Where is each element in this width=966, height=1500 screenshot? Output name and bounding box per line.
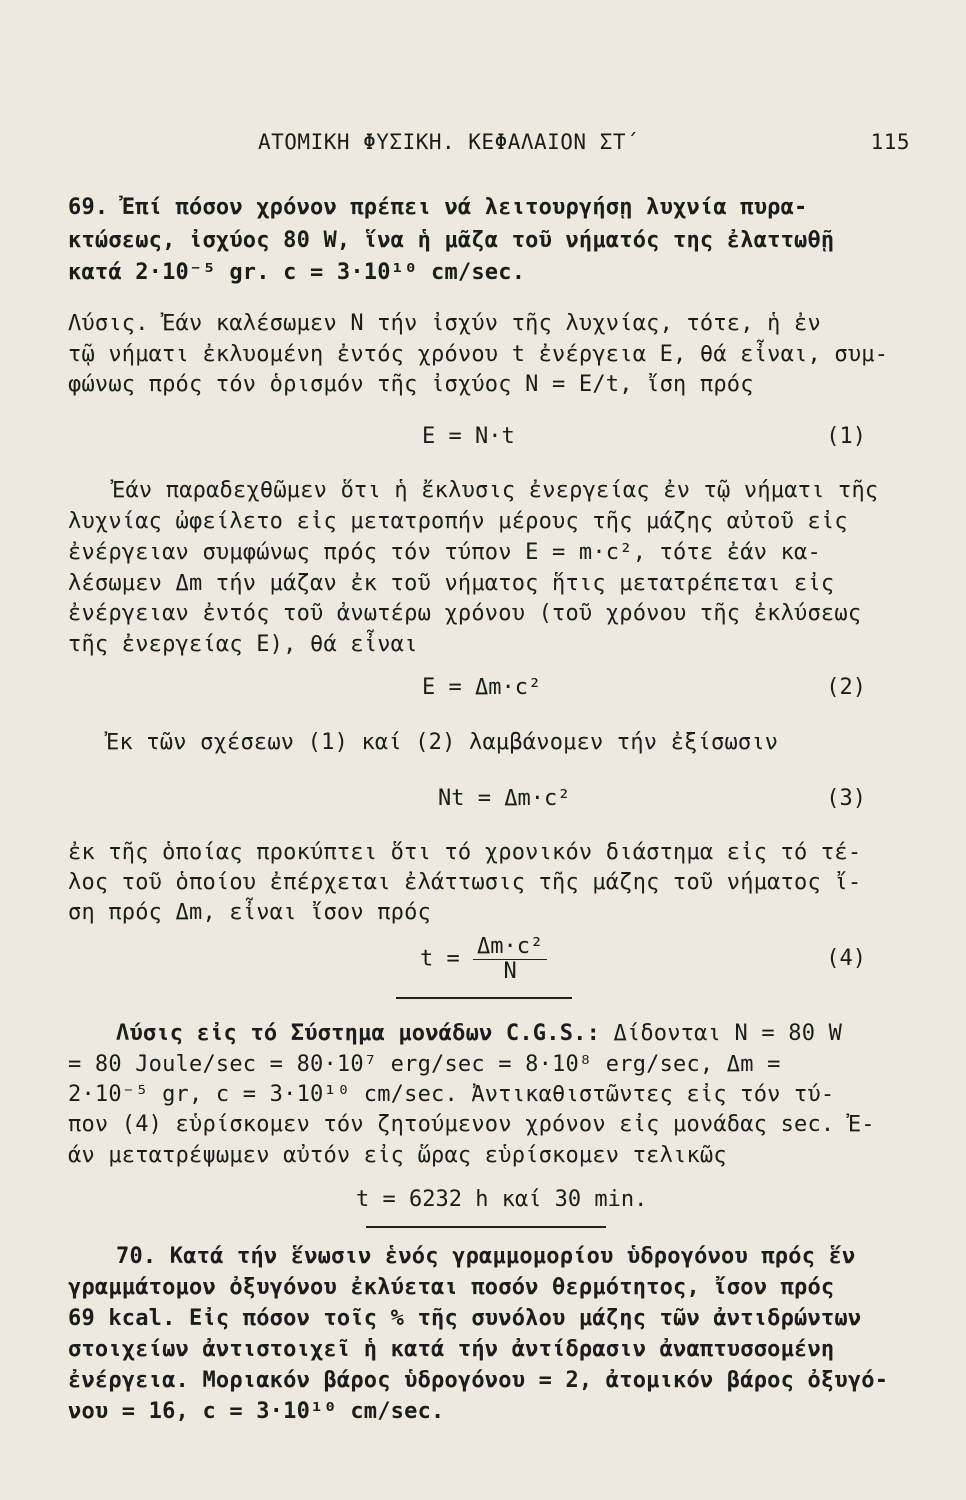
paragraph-2-line-3: ἐνέργειαν συμφώνως πρός τόν τύπον E = m·c², τότε ἐάν κα- [68,540,821,565]
paragraph-2-line-5: ἐνέργειαν ἐντός τοῦ ἀνωτέρω χρόνου (τοῦ χρόνου τῆς ἐκλύσεως [68,601,862,626]
problem-69-line-2: κτώσεως, ἰσχύος 80 W, ἵνα ἡ μᾶζα τοῦ νήματός της ἐλαττωθῇ [68,228,835,253]
paragraph-2-line-6: τῆς ἐνεργείας E), θά εἶναι [68,632,418,657]
equation-3-number: (3) [826,786,866,811]
cgs-line-2: = 80 Joule/sec = 80·10⁷ erg/sec = 8·10⁸ erg/sec, Δm = [68,1052,781,1077]
equation-2: E = Δm·c² [422,675,542,700]
problem-70-line-5: ἐνέργεια. Μοριακόν βάρος ὑδρογόνου = 2, ἀτομικόν βάρος ὀξυγό- [68,1368,889,1393]
equation-4-fraction [473,935,547,984]
paragraph-4-line-3: ση πρός Δm, εἶναι ἴσον πρός [68,900,432,925]
equation-4-numerator: Δm·c² [473,935,547,960]
paragraph-4-line-1: ἐκ τῆς ὁποίας προκύπτει ὅτι τό χρονικόν διάστημα εἰς τό τέ- [68,840,862,865]
problem-70-line-3: 69 kcal. Εἰς πόσον τοῖς % τῆς συνόλου μάζης τῶν ἀντιδρώντων [68,1306,862,1331]
cgs-line-1 [116,1021,910,1046]
page-number: 115 [870,130,910,154]
equation-1-number: (1) [826,424,866,449]
chapter-title: ΑΤΟΜΙΚΗ ΦΥΣΙΚΗ. ΚΕΦΑΛΑΙΟΝ ΣΤ΄ [258,130,640,154]
problem-69-line-1: 69. Ἐπί πόσον χρόνον πρέπει νά λειτουργήσῃ λυχνία πυρα- [68,195,808,220]
equation-2-number: (2) [826,675,866,700]
equation-4-denominator: N [503,959,517,985]
problem-70-line-2: γραμμάτομον ὀξυγόνου ἐκλύεται ποσόν θερμότητος, ἴσον πρός [68,1275,835,1300]
paragraph-2-line-4: λέσωμεν Δm τήν μάζαν ἐκ τοῦ νήματος ἥτις μετατρέπεται εἰς [68,571,835,596]
problem-70-line-6: νου = 16, c = 3·10¹⁰ cm/sec. [68,1399,445,1424]
cgs-line-1-rest: Δίδονται N = 80 W [600,1021,843,1046]
section-divider-1 [396,997,572,999]
cgs-line-5: άν μετατρέψωμεν αὐτόν εἰς ὥρας εὑρίσκομεν τελικῶς [68,1143,727,1168]
equation-4 [420,935,547,984]
cgs-line-4: πον (4) εὑρίσκομεν τόν ζητούμενον χρόνον εἰς μονάδας sec. Ἐ- [68,1112,875,1137]
problem-69-line-3: κατά 2·10⁻⁵ gr. c = 3·10¹⁰ cm/sec. [68,260,526,285]
equation-1: E = N·t [422,424,515,449]
running-header [258,130,910,154]
equation-4-lhs: t = [420,946,460,972]
solution-line-3: φώνως πρός τόν ὁρισμόν τῆς ἰσχύος N = E/t, ἴση πρός [68,372,754,397]
solution-line-2: τῷ νήματι ἐκλυομένη ἐντός χρόνου t ἐνέργεια E, θά εἶναι, συμ- [68,342,889,367]
equation-4-number: (4) [826,946,866,971]
solution-line-1: Λύσις. Ἐάν καλέσωμεν N τήν ἰσχύν τῆς λυχνίας, τότε, ἡ ἐν [68,311,821,336]
section-divider-2 [366,1226,606,1228]
problem-70-line-1: 70. Κατά τήν ἕνωσιν ἑνός γραμμομορίου ὑδρογόνου πρός ἕν [116,1244,856,1269]
paragraph-2-line-2: λυχνίας ὠφείλετο εἰς μετατροπήν μέρους τῆς μάζης αὐτοῦ εἰς [68,509,848,534]
problem-70-line-4: στοιχείων ἀντιστοιχεῖ ἡ κατά τήν ἀντίδρασιν ἀναπτυσσομένη [68,1337,835,1362]
final-result: t = 6232 h καί 30 min. [356,1187,648,1212]
equation-3: Nt = Δm·c² [438,786,571,811]
cgs-heading: Λύσις εἰς τό Σύστημα μονάδων C.G.S.: [116,1021,601,1046]
paragraph-4-line-2: λος τοῦ ὁποίου ἐπέρχεται ἐλάττωσις τῆς μάζης τοῦ νήματος ἴ- [68,870,862,895]
cgs-line-3: 2·10⁻⁵ gr, c = 3·10¹⁰ cm/sec. Ἀντικαθιστῶντες εἰς τόν τύ- [68,1082,835,1107]
paragraph-3: Ἐκ τῶν σχέσεων (1) καί (2) λαμβάνομεν τήν ἐξίσωσιν [106,730,779,755]
paragraph-2-line-1: Ἐάν παραδεχθῶμεν ὅτι ἡ ἔκλυσις ἐνεργείας ἐν τῷ νήματι τῆς [112,478,879,503]
